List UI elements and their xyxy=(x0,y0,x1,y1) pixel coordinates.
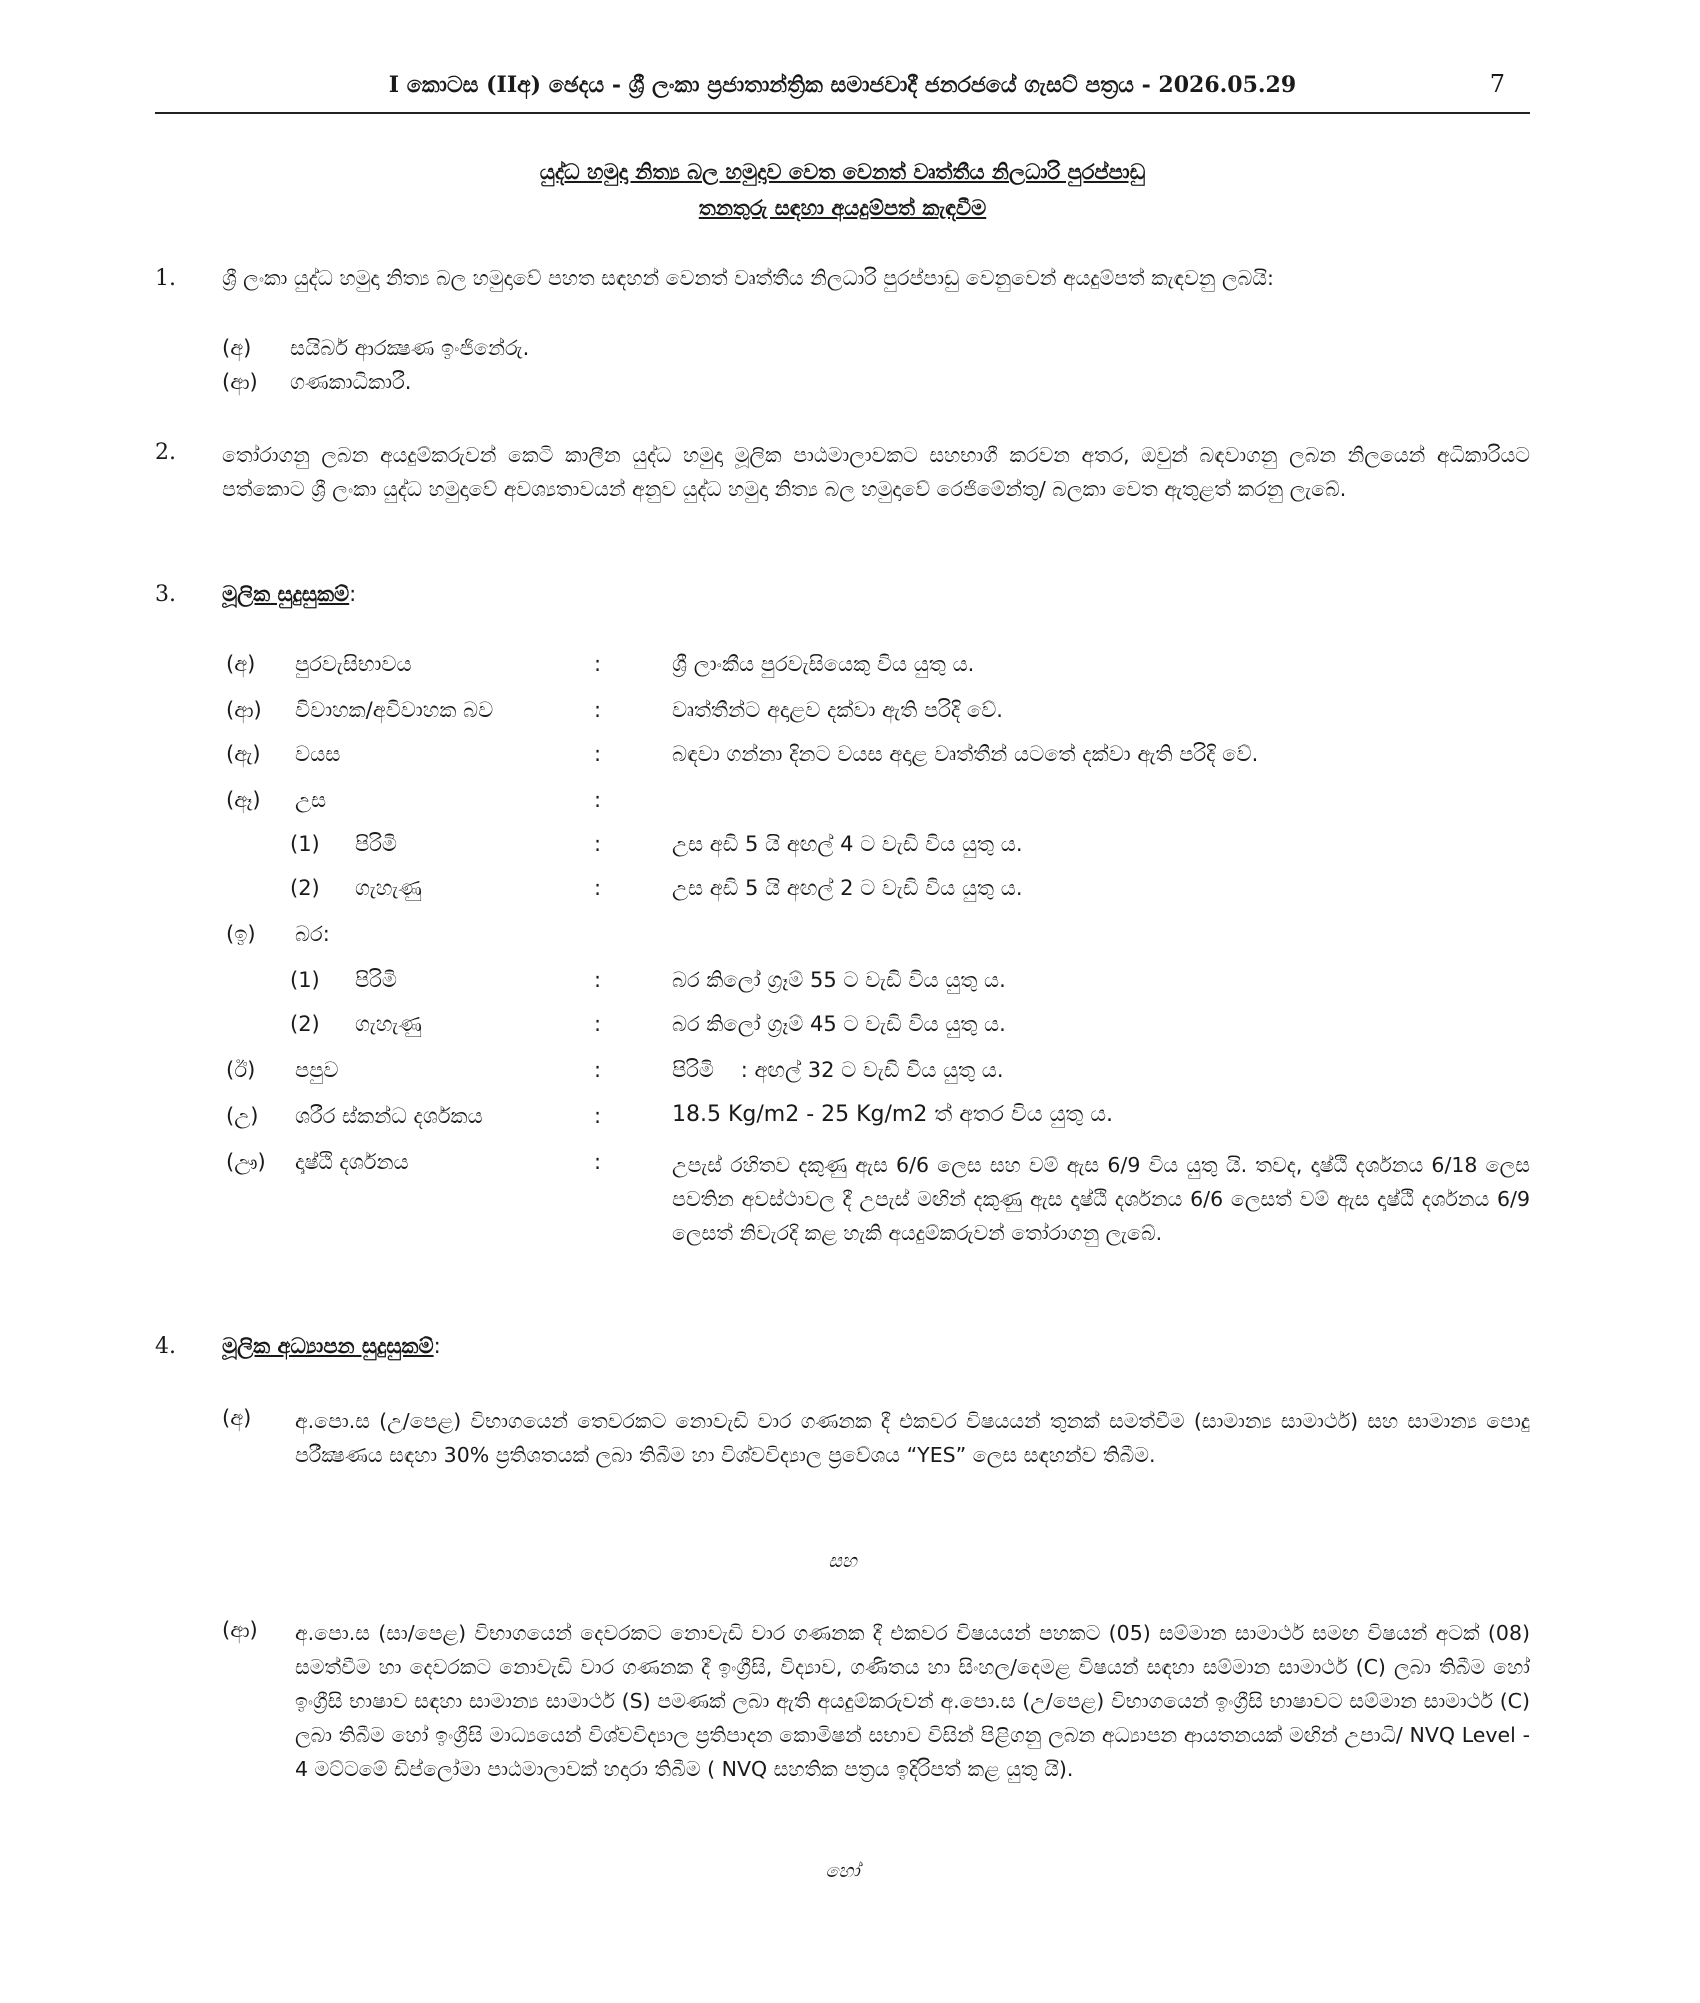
eligibility-row-colon: : xyxy=(594,876,602,900)
eligibility-row-colon: : xyxy=(594,698,602,722)
section-1-item-mark: (ආ) xyxy=(222,370,258,394)
eligibility-row-colon: : xyxy=(594,1058,602,1082)
notice-heading-line-2: තනතුරු සඳහා අයදුම්පත් කැඳවීම xyxy=(698,196,987,220)
section-4-title-text: මූලික අධ්‍යාපන සුදුසුකම් xyxy=(222,1334,434,1358)
eligibility-row-mark: (ඌ) xyxy=(226,1150,266,1174)
eligibility-subrow-label: ගැහැණු xyxy=(355,876,422,900)
eligibility-row-value: බර කිලෝ ග්‍රෑම් 55 ට වැඩි විය යුතු ය. xyxy=(672,968,1006,992)
section-4-item-a-mark: (අ) xyxy=(222,1406,252,1430)
section-1-item-text: සයිබර් ආරක්‍ෂණ ඉංජිනේරු. xyxy=(290,336,530,360)
eligibility-row-colon: : xyxy=(594,832,602,856)
section-1-text: ශ්‍රී ලංකා යුද්ධ හමුදා නිත්‍ය බල හමුදාවේ පහත සඳහන් වෙනත් වෘත්තීය නිලධාරි පුරප්පාඩු වෙනුවෙන් අයදුම්පත් කැඳවනු ලබයි: xyxy=(222,266,1274,290)
page-header xyxy=(155,68,1530,114)
eligibility-row-mark: (ඈ) xyxy=(226,788,261,812)
conjunction-or: හෝ xyxy=(825,1860,860,1882)
eligibility-row-colon: : xyxy=(594,742,602,766)
eligibility-row-value: 18.5 Kg/m2 - 25 Kg/m2 ත් අතර විය යුතු ය. xyxy=(672,1102,1114,1127)
eligibility-row-mark: (ඉ) xyxy=(226,922,256,946)
page-number: 7 xyxy=(1489,70,1505,98)
eligibility-subrow-mark: (1) xyxy=(290,832,320,856)
eligibility-row-mark: (අ) xyxy=(226,652,256,676)
eligibility-row-mark: (ඊ) xyxy=(226,1058,256,1082)
eligibility-row-label: දෘෂ්ඨි දර්ශනය xyxy=(295,1150,409,1174)
section-3-title-text: මූලික සුදුසුකම් xyxy=(222,582,350,606)
eligibility-subrow-label: ගැහැණු xyxy=(355,1012,422,1036)
eligibility-row-label: පපුව xyxy=(295,1058,339,1082)
section-3-title-colon: : xyxy=(349,582,357,606)
eligibility-row-value: උස අඩි 5 යි අඟල් 2 ට වැඩි විය යුතු ය. xyxy=(672,876,1023,900)
notice-heading-line-1: යුද්ධ හමුදා නිත්‍ය බල හමුදාව වෙත වෙනත් වෘත්තීය නිලධාරි පුරප්පාඩු xyxy=(539,160,1146,184)
section-3-title xyxy=(222,582,356,607)
eligibility-row-mark: (ආ) xyxy=(226,698,262,722)
eligibility-row-label: බර: xyxy=(295,922,330,946)
section-1-number: 1. xyxy=(155,266,176,291)
eligibility-row-colon: : xyxy=(594,1104,602,1128)
section-3-number: 3. xyxy=(155,582,176,607)
eligibility-row-value: වෘත්තීන්ට අදාළව දක්වා ඇති පරිදි වේ. xyxy=(672,698,1003,722)
eligibility-row-label: වයස xyxy=(295,742,341,766)
eligibility-row-label: ශරීර ස්කන්ධ දර්ශකය xyxy=(295,1104,483,1128)
section-4-title xyxy=(222,1334,441,1359)
eligibility-subrow-mark: (1) xyxy=(290,968,320,992)
eligibility-row-value: බර කිලෝ ග්‍රෑම් 45 ට වැඩි විය යුතු ය. xyxy=(672,1012,1006,1036)
eligibility-row-colon: : xyxy=(594,1150,602,1174)
section-1-item-mark: (අ) xyxy=(222,336,252,360)
eligibility-subrow-label: පිරිමි xyxy=(355,832,397,856)
eligibility-row-label: උස xyxy=(295,788,327,812)
section-2-text: තෝරාගනු ලබන අයදුම්කරුවන් කෙටි කාලීන යුද්ධ හමුදා මූලික පාඨමාලාවකට සහභාගී කරවන අතර, ඔවුන් බඳවාගනු ලබන නිලයෙන් අධිකාරියට පත්කොට ශ්‍රී ලංකා යුද්ධ හමුදාවේ අවශ්‍යතාවයන් අනුව යුද්ධ හමුදා නිත්‍ය බල හමුදාවේ රෙජිමේන්තු/ බලකා වෙත ඇතුළත් කරනු ලැබේ. xyxy=(222,443,1530,501)
eligibility-row-mark: (ඇ) xyxy=(226,742,261,766)
eligibility-row-mark: (උ) xyxy=(226,1104,259,1128)
section-4-item-b-mark: (ආ) xyxy=(222,1618,258,1642)
eligibility-row-label: පුරවැසිභාවය xyxy=(295,652,412,676)
eligibility-row-colon: : xyxy=(594,652,602,676)
section-4-title-colon: : xyxy=(433,1334,441,1358)
eligibility-row-label: විවාහක/අවිවාහක බව xyxy=(295,698,494,722)
eligibility-subrow-label: පිරිමි xyxy=(355,968,397,992)
section-2-number: 2. xyxy=(155,440,176,465)
eligibility-row-colon: : xyxy=(594,788,602,812)
eligibility-subrow-mark: (2) xyxy=(290,1012,320,1036)
eligibility-row-value: බඳවා ගන්නා දිනට වයස අදාළ වෘත්තීන් යටතේ දක්වා ඇති පරිදි වේ. xyxy=(672,742,1259,766)
section-4-number: 4. xyxy=(155,1334,176,1359)
conjunction-and: සහ xyxy=(828,1550,857,1572)
eligibility-row-value: පිරිමි : අඟල් 32 ට වැඩි විය යුතු ය. xyxy=(672,1058,1004,1082)
eligibility-row-value: ශ්‍රී ලාංකීය පුරවැසියෙකු විය යුතු ය. xyxy=(672,652,975,676)
eligibility-row-colon: : xyxy=(594,1012,602,1036)
header-title: I කොටස (IIඅ) ඡෙදය - ශ්‍රී ලංකා ප්‍රජාතාන්ත්‍රික සමාජවාදී ජනරජයේ ගැසට් පත්‍රය - 2026.05.29 xyxy=(388,72,1297,98)
eligibility-row-value: උපැස් රහිතව දකුණු ඇස 6/6 ලෙස සහ වම් ඇස 6/9 විය යුතු යි. තවද, දෘෂ්ඨි දර්ශනය 6/18 ලෙස පවතින අවස්ථාවල දී උපැස් මඟින් දකුණු ඇස දෘෂ්ඨි දර්ශනය 6/6 ලෙසත් වම් ඇස දෘෂ්ඨි දර්ශනය 6/9 ලෙසත් නිවැරදි කළ හැකි අයදුම්කරුවන් තෝරාගනු ලැබේ. xyxy=(672,1153,1530,1245)
eligibility-subrow-mark: (2) xyxy=(290,876,320,900)
section-1-item-text: ගණකාධිකාරී. xyxy=(290,370,412,394)
section-4-item-b-text: අ.පො.ස (සා/පෙළ) විභාගයෙන් දෙවරකට නොවැඩි වාර ගණනක දී එකවර විෂයයන් පහකට (05) සම්මාන සාමාර්ථ සමඟ විෂයන් අටක් (08) සමත්වීම හා දෙවරකට නොවැඩි වාර ගණනක දී ඉංග්‍රීසි, විද්‍යාව, ගණිතය හා සිංහල/දෙමළ විෂයන් සඳහා සම්මාන සාමාර්ථ (C) ලබා තිබීම හෝ ඉංග්‍රීසි භාෂාව සඳහා සාමාන්‍ය සාමාර්ථ (S) පමණක් ලබා ඇති අයදුම්කරුවන් අ.පො.ස (උ/පෙළ) විභාගයෙන් ඉංග්‍රීසි භාෂාවට සම්මාන සාමාර්ථ (C) ලබා තිබීම හෝ ඉංග්‍රීසි මාධ්‍යයෙන් විශ්වවිද්‍යාල ප්‍රතිපාදන කොමිෂන් සභාව විසින් පිළිගනු ලබන අධ්‍යාපන ආයතනයක් මඟින් උපාධි/ NVQ Level - 4 මට්ටමේ ඩිප්ලෝමා පාඨමාලාවක් හදාරා තිබීම ( NVQ සහතික පත්‍රය ඉදිරිපත් කළ යුතු යි). xyxy=(295,1621,1530,1781)
section-4-item-a-text: අ.පො.ස (උ/පෙළ) විභාගයෙන් තෙවරකට නොවැඩි වාර ගණනක දී එකවර විෂයයන් තුනක් සමත්වීම (සාමාන්‍ය සාමාර්ථ) සහ සාමාන්‍ය පොදු පරීක්‍ෂණය සඳහා 30% ප්‍රතිශතයක් ලබා තිබීම හා විශ්වවිද්‍යාල ප්‍රවේශය “YES” ලෙස සඳහන්ව තිබීම. xyxy=(295,1409,1530,1467)
eligibility-row-value: උස අඩි 5 යි අඟල් 4 ට වැඩි විය යුතු ය. xyxy=(672,832,1023,856)
eligibility-row-colon: : xyxy=(594,968,602,992)
